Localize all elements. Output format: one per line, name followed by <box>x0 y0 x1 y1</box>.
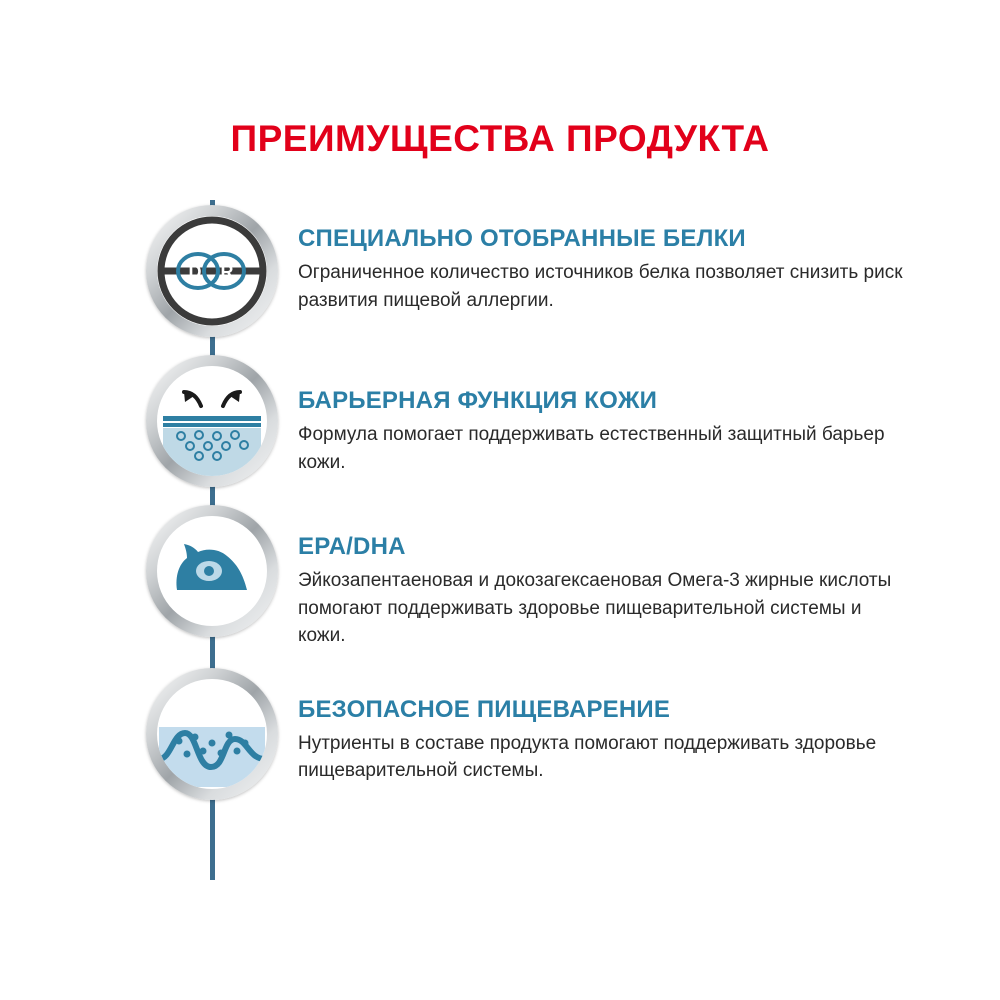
cat-epa-dha-icon <box>146 505 278 637</box>
benefit-text <box>278 668 908 785</box>
safe-digestion-icon <box>146 668 278 800</box>
benefits-list <box>0 205 1000 818</box>
icon-letter-d: D <box>188 262 202 282</box>
icon-face <box>157 679 267 789</box>
dr-protein-selection-icon <box>146 205 278 337</box>
icon-letter-r: R <box>220 262 234 282</box>
skin-barrier-icon <box>146 355 278 487</box>
benefit-item <box>0 668 1000 800</box>
benefit-item <box>0 205 1000 337</box>
icon-face <box>157 516 267 626</box>
benefit-heading: БАРЬЕРНАЯ ФУНКЦИЯ КОЖИ <box>298 387 658 414</box>
benefit-body: Нутриенты в составе продукта помогают поддерживать здоровье пищеварительной системы. <box>298 732 877 782</box>
benefit-body: Эйкозапентаеновая и докозагексаеновая Омега-3 жирные кислоты помогают поддерживать здоровье пищеварительной системы и кожи. <box>298 570 892 647</box>
benefit-item <box>0 355 1000 487</box>
icon-face <box>157 216 267 326</box>
benefit-item <box>0 505 1000 650</box>
benefit-body: Ограниченное количество источников белка позволяет снизить риск развития пищевой аллергии. <box>298 262 903 311</box>
benefit-body: Формула помогает поддерживать естественный защитный барьер кожи. <box>298 424 885 473</box>
benefit-text <box>278 205 908 314</box>
page-title: ПРЕИМУЩЕСТВА ПРОДУКТА <box>230 118 770 159</box>
benefit-heading: СПЕЦИАЛЬНО ОТОБРАННЫЕ БЕЛКИ <box>298 225 746 252</box>
benefit-text <box>278 355 908 476</box>
benefit-text <box>278 505 908 650</box>
icon-face <box>157 366 267 476</box>
benefit-heading: БЕЗОПАСНОЕ ПИЩЕВАРЕНИЕ <box>298 695 671 723</box>
benefit-heading: EPA/DHA <box>298 533 406 560</box>
